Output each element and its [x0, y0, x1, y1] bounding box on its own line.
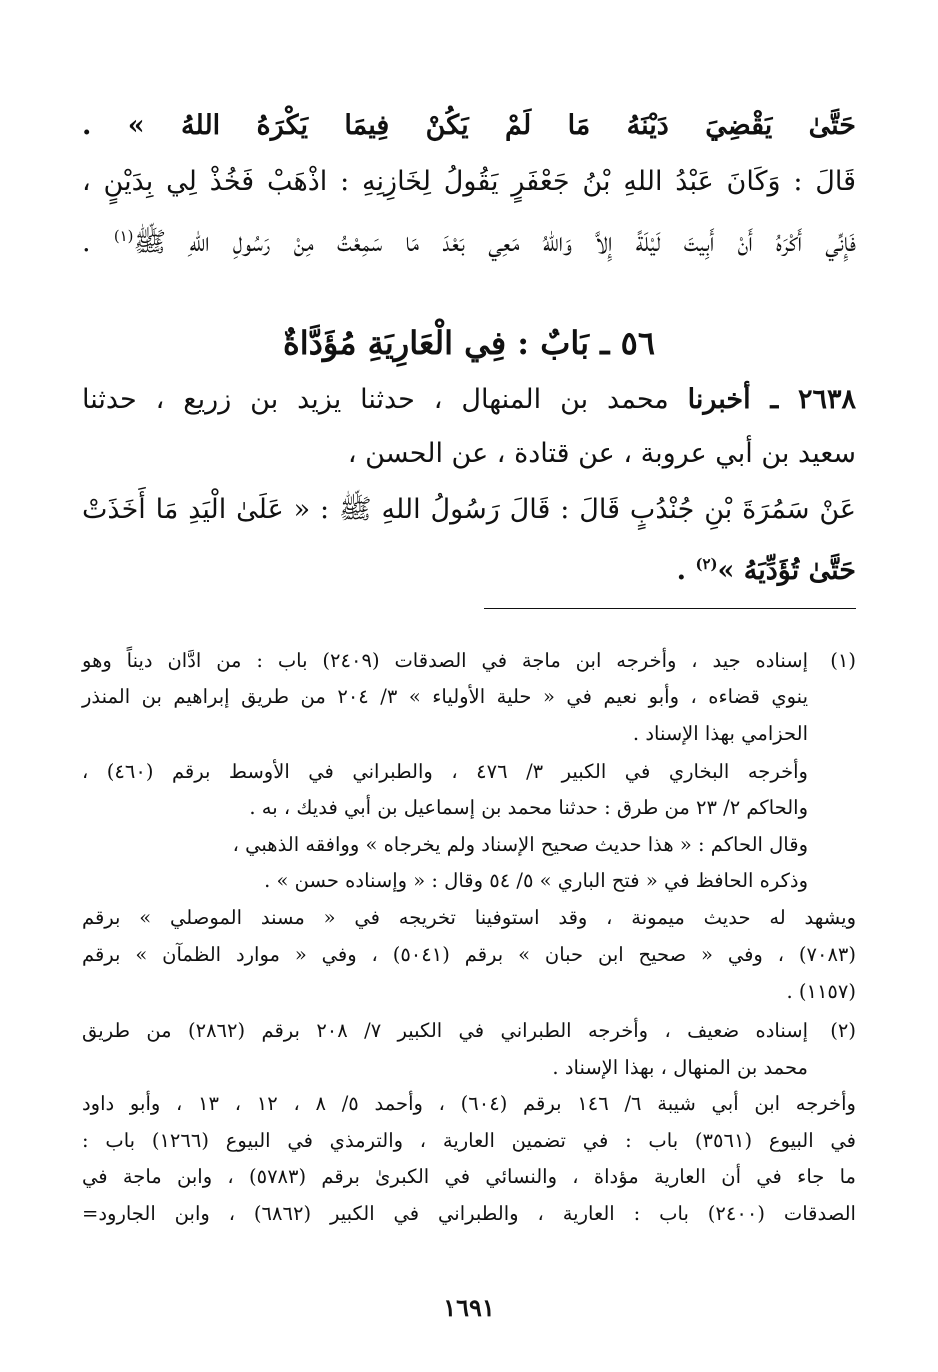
chapter-title: ٥٦ ـ بَابٌ : فِي الْعَارِيَةِ مُؤَدَّاةٌ: [282, 324, 656, 362]
footnote-2-line: ما جاء في أن العارية مؤداة ، والنسائي في الكبرىٰ برقم (٥٧٨٣) ، وابن ماجة في: [82, 1165, 856, 1188]
hadith-line-1-text: محمد بن المنهال ، حدثنا يزيد بن زريع ، حدثنا: [82, 384, 669, 415]
footnote-1-line: الحزامي بهذا الإسناد .: [632, 722, 808, 745]
footnote-separator: [484, 608, 856, 609]
hadith-tail-line-3-text: فَإِنِّي أَكْرَهُ أَنْ أَبِيتَ لَيْلَةً إِلاَّ وَاللهُ مَعِي بَعْدَ مَا سَمِعْتُ مِنْ رَسُولِ اللهِ ﷺ: [133, 227, 857, 258]
footnote-1-line: (٧٠٨٣) ، وفي « صحيح ابن حبان » برقم (٥٠٤١) ، وفي « موارد الظمآن » برقم: [82, 943, 857, 966]
page-number: ١٦٩١: [443, 1293, 495, 1322]
footnote-1-line: وذكره الحافظ في « فتح الباري » ٥/ ٥٤ وقال : « وإسناده حسن » .: [264, 869, 808, 892]
footnote-1-line: والحاكم ٢/ ٢٣ من طرق : حدثنا محمد بن إسماعيل بن أبي فديك ، به .: [249, 796, 808, 819]
footnote-1-line: (١١٥٧) .: [786, 980, 856, 1003]
hadith-line-4-text: حَتَّىٰ تُؤَدِّيَهُ »: [717, 555, 856, 586]
hadith-line-4-end: .: [676, 555, 696, 586]
footnote-2-line: الصدقات (٢٤٠٠) باب : العارية ، والطبراني في الكبير (٦٨٦٢) ، وابن الجارود=: [82, 1202, 856, 1225]
hadith-tail-line-3: [82, 214, 856, 265]
footnote-2-number: (٢): [830, 1019, 856, 1042]
footnote-1-line: وقال الحاكم : « هذا حديث صحيح الإسناد ولم يخرجاه » ووافقه الذهبي ،: [232, 833, 808, 856]
footnote-1-number: (١): [830, 649, 856, 672]
footnote-2-line: إسناده ضعيف ، وأخرجه الطبراني في الكبير ٧/ ٢٠٨ برقم (٢٨٦٢) من طريق: [82, 1019, 808, 1042]
hadith-number: ٢٦٣٨ ـ أخبرنا: [687, 384, 856, 415]
footnote-ref-2: (٢): [695, 555, 718, 573]
footnote-2-line: محمد بن المنهال ، بهذا الإسناد .: [552, 1056, 808, 1079]
hadith-tail-line-1: حَتَّىٰ يَقْضِيَ دَيْنَهُ مَا لَمْ يَكُنْ فِيمَا يَكْرَهُ اللهُ » .: [82, 110, 856, 141]
hadith-line-1: [82, 378, 856, 422]
hadith-line-3: عَنْ سَمُرَةَ بْنِ جُنْدُبٍ قَالَ : قَالَ رَسُولُ اللهِ ﷺ : « عَلَىٰ الْيَدِ مَا أَخَذَتْ: [82, 494, 856, 525]
footnote-1-line: ويشهد له حديث ميمونة ، وقد استوفينا تخريجه في « مسند الموصلي » برقم: [82, 906, 856, 929]
hadith-line-4: [82, 542, 856, 593]
hadith-tail-line-3-end: .: [82, 227, 114, 258]
footnote-2-line: وأخرجه ابن أبي شيبة ٦/ ١٤٦ برقم (٦٠٤) ، وأحمد ٥/ ٨ ، ١٢ ، ١٣ ، وأبو داود: [82, 1092, 856, 1115]
footnote-1-line: إسناده جيد ، وأخرجه ابن ماجة في الصدقات (٢٤٠٩) باب : من ادَّان ديناً وهو: [82, 649, 809, 672]
footnote-2-line: في البيوع (٣٥٦١) باب : في تضمين العارية ، والترمذي في البيوع (١٢٦٦) باب :: [82, 1129, 857, 1152]
footnote-1-line: وأخرجه البخاري في الكبير ٣/ ٤٧٦ ، والطبراني في الأوسط برقم (٤٦٠) ،: [82, 760, 808, 783]
hadith-tail-line-2: قَالَ : وَكَانَ عَبْدُ اللهِ بْنُ جَعْفَرٍ يَقُولُ لِخَازِنِهِ : اذْهَبْ فَخُذْ لِي بِدَيْنٍ ،: [82, 166, 856, 197]
footnote-ref-1: (١): [113, 227, 134, 245]
hadith-line-2: سعيد بن أبي عروبة ، عن قتادة ، عن الحسن ،: [347, 438, 856, 469]
footnote-1-line: ينوي قضاءه ، وأبو نعيم في « حلية الأولياء » ٣/ ٢٠٤ من طريق إبراهيم بن المنذر: [82, 685, 808, 708]
